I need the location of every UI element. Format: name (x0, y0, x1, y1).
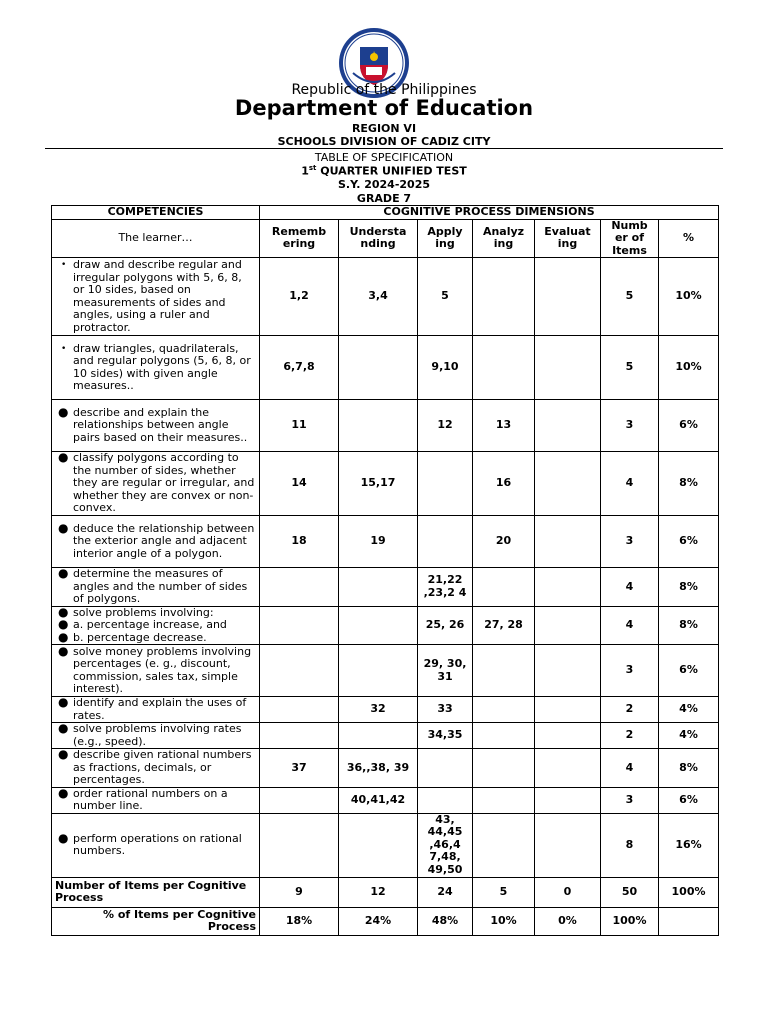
understanding-cell (339, 400, 418, 452)
understanding-cell (339, 723, 418, 749)
quarter-title: 1st QUARTER UNIFIED TEST (301, 164, 467, 178)
remembering-cell (260, 813, 339, 877)
analyzing-cell: 16 (473, 452, 535, 516)
table-row (52, 749, 719, 788)
competency-text: draw and describe regular and irregular polygons with 5, 6, 8, or 10 sides, based on measurements of sides and angles, using a ruler and protractor. (73, 258, 242, 334)
items-cell: 3 (601, 787, 659, 813)
analyzing-cell (473, 697, 535, 723)
analyzing-cell: 27, 28 (473, 606, 535, 645)
grade-level: GRADE 7 (356, 192, 412, 205)
totals-percent-cell: 100% (659, 877, 719, 907)
percent-cell: 6% (659, 516, 719, 568)
region-label: REGION VI (351, 122, 417, 135)
competency-text: describe given rational numbers as fractions, decimals, or percentages. (73, 748, 252, 786)
competency-cell (52, 723, 260, 749)
applying-cell (418, 452, 473, 516)
table-row (52, 813, 719, 877)
bullet-icon: ● (58, 404, 69, 419)
competency-text: describe and explain the relationships between angle pairs based on their measures.. (73, 405, 248, 444)
percents-row (52, 907, 719, 935)
items-cell: 2 (601, 723, 659, 749)
analyzing-cell (473, 568, 535, 607)
understanding-cell: 15,17 (339, 452, 418, 516)
totals-applying-cell: 24 (418, 877, 473, 907)
republic-title: Republic of the Philippines (291, 82, 477, 98)
percent-cell: 6% (659, 787, 719, 813)
bullet-icon: ● (58, 695, 69, 709)
percent-cell: 8% (659, 452, 719, 516)
competency-text: solve problems involving: (73, 605, 214, 619)
totals-evaluating-cell: 0 (535, 877, 601, 907)
totals-label: Number of Items per Cognitive Process (52, 877, 260, 907)
table-row (52, 606, 719, 645)
competency-cell (52, 749, 260, 788)
evaluating-cell (535, 400, 601, 452)
table-row (52, 452, 719, 516)
competency-cell (52, 697, 260, 723)
percent-cell: 6% (659, 400, 719, 452)
remembering-cell: 14 (260, 452, 339, 516)
competency-item (55, 723, 256, 748)
table-row (52, 697, 719, 723)
analyzing-cell (473, 258, 535, 336)
department-title: Department of Education (234, 96, 534, 120)
remembering-cell: 18 (260, 516, 339, 568)
competency-item (55, 452, 256, 515)
items-cell: 3 (601, 645, 659, 697)
applying-cell: 25, 26 (418, 606, 473, 645)
evaluating-cell (535, 787, 601, 813)
competency-item (55, 643, 256, 696)
competency-text: draw triangles, quadrilaterals, and regular polygons (5, 6, 8, or 10 sides) with given angle measures.. (73, 341, 251, 392)
competency-cell (52, 645, 260, 697)
applying-cell (418, 787, 473, 813)
understanding-cell (339, 645, 418, 697)
dimensions-header: COGNITIVE PROCESS DIMENSIONS (260, 206, 719, 220)
competency-text: perform operations on rational numbers. (73, 831, 242, 857)
items-cell: 2 (601, 697, 659, 723)
analyzing-cell (473, 813, 535, 877)
bullet-icon: ● (58, 617, 69, 631)
competency-item (55, 830, 256, 858)
remembering-cell (260, 568, 339, 607)
school-year: S.Y. 2024-2025 (337, 178, 431, 191)
competency-item (55, 404, 256, 445)
applying-cell: 34,35 (418, 723, 473, 749)
items-cell: 4 (601, 568, 659, 607)
understanding-cell: 32 (339, 697, 418, 723)
table-row (52, 568, 719, 607)
table-row (52, 723, 719, 749)
items-cell: 5 (601, 336, 659, 400)
totals-items-cell: 50 (601, 877, 659, 907)
remembering-cell (260, 787, 339, 813)
competency-item (55, 259, 256, 334)
percent-cell: 10% (659, 336, 719, 400)
percent-cell: 16% (659, 813, 719, 877)
bullet-icon: ● (58, 747, 69, 761)
applying-cell: 21,22 ,23,2 4 (418, 568, 473, 607)
competency-cell (52, 258, 260, 336)
remembering-header: Rememb ering (260, 219, 339, 258)
applying-cell (418, 516, 473, 568)
applying-cell (418, 749, 473, 788)
analyzing-cell (473, 749, 535, 788)
items-cell: 4 (601, 606, 659, 645)
percent-cell: 8% (659, 568, 719, 607)
table-row (52, 400, 719, 452)
applying-cell: 33 (418, 697, 473, 723)
competency-text: identify and explain the uses of rates. (73, 696, 247, 722)
percents-evaluating-cell: 0% (535, 907, 601, 935)
remembering-cell (260, 645, 339, 697)
table-row (52, 258, 719, 336)
bullet-icon: ● (58, 785, 69, 800)
items-cell: 3 (601, 400, 659, 452)
competency-item (55, 568, 256, 606)
competency-cell (52, 336, 260, 400)
evaluating-cell (535, 749, 601, 788)
percents-applying-cell: 48% (418, 907, 473, 935)
competency-cell (52, 400, 260, 452)
evaluating-cell (535, 568, 601, 607)
applying-cell: 5 (418, 258, 473, 336)
evaluating-cell (535, 723, 601, 749)
totals-remembering-cell: 9 (260, 877, 339, 907)
analyzing-cell: 13 (473, 400, 535, 452)
analyzing-header: Analyz ing (473, 219, 535, 258)
evaluating-cell (535, 606, 601, 645)
understanding-cell (339, 813, 418, 877)
percents-percent-cell (659, 907, 719, 935)
items-cell: 4 (601, 452, 659, 516)
competency-item (55, 629, 256, 645)
percents-remembering-cell: 18% (260, 907, 339, 935)
percents-items-cell: 100% (601, 907, 659, 935)
understanding-header: Understa nding (339, 219, 418, 258)
bullet-icon: ● (58, 629, 69, 644)
bullet-icon: ● (58, 830, 69, 845)
remembering-cell (260, 723, 339, 749)
percents-understanding-cell: 24% (339, 907, 418, 935)
competency-text: determine the measures of angles and the number of sides of polygons. (73, 567, 248, 605)
bullet-icon: ● (58, 450, 69, 465)
bullet-icon: ● (58, 566, 69, 580)
percents-label: % of Items per Cognitive Process (52, 907, 260, 935)
competency-text: classify polygons according to the number of sides, whether they are regular or irregular, and whether they are convex or non-convex. (73, 451, 255, 515)
understanding-cell: 36,,38, 39 (339, 749, 418, 788)
learner-label: The learner… (52, 219, 260, 258)
header-divider (45, 148, 723, 149)
document-title: TABLE OF SPECIFICATION (314, 151, 454, 164)
competencies-header: COMPETENCIES (52, 206, 260, 220)
percent-cell: 10% (659, 258, 719, 336)
analyzing-cell (473, 787, 535, 813)
table-of-specification (51, 205, 719, 936)
totals-row (52, 877, 719, 907)
applying-cell: 9,10 (418, 336, 473, 400)
evaluating-cell (535, 336, 601, 400)
table-row (52, 336, 719, 400)
evaluating-cell (535, 452, 601, 516)
evaluating-cell (535, 645, 601, 697)
remembering-cell (260, 606, 339, 645)
understanding-cell (339, 336, 418, 400)
evaluating-cell (535, 516, 601, 568)
competency-cell (52, 787, 260, 813)
remembering-cell: 6,7,8 (260, 336, 339, 400)
bullet-icon: • (61, 260, 67, 270)
division-label: SCHOOLS DIVISION OF CADIZ CITY (277, 135, 491, 148)
items-cell: 8 (601, 813, 659, 877)
understanding-cell: 19 (339, 516, 418, 568)
competency-text: deduce the relationship between the exterior angle and adjacent interior angle of a polygon. (73, 521, 255, 560)
remembering-cell: 37 (260, 749, 339, 788)
items-cell: 3 (601, 516, 659, 568)
competency-item (55, 749, 256, 787)
competency-item (55, 343, 256, 393)
understanding-cell (339, 568, 418, 607)
evaluating-header: Evaluat ing (535, 219, 601, 258)
applying-header: Apply ing (418, 219, 473, 258)
remembering-cell: 11 (260, 400, 339, 452)
applying-cell: 43, 44,45 ,46,4 7,48, 49,50 (418, 813, 473, 877)
items-cell: 5 (601, 258, 659, 336)
remembering-cell (260, 697, 339, 723)
table-row (52, 516, 719, 568)
bullet-icon: ● (58, 520, 69, 535)
bullet-icon: ● (58, 721, 69, 735)
table-row (52, 645, 719, 697)
understanding-cell: 40,41,42 (339, 787, 418, 813)
competency-cell (52, 813, 260, 877)
evaluating-cell (535, 697, 601, 723)
analyzing-cell (473, 645, 535, 697)
understanding-cell: 3,4 (339, 258, 418, 336)
competency-item (55, 520, 256, 561)
analyzing-cell: 20 (473, 516, 535, 568)
analyzing-cell (473, 336, 535, 400)
bullet-icon: • (61, 343, 67, 354)
number-of-items-header: Numb er of Items (601, 219, 659, 258)
applying-cell: 29, 30, 31 (418, 645, 473, 697)
competency-text: solve problems involving rates (e.g., speed). (73, 722, 242, 748)
percents-analyzing-cell: 10% (473, 907, 535, 935)
competency-text: order rational numbers on a number line. (73, 786, 228, 812)
percent-cell: 8% (659, 749, 719, 788)
competency-text: solve money problems involving percentages (e. g., discount, commission, sales tax, simple interest). (73, 644, 252, 695)
analyzing-cell (473, 723, 535, 749)
competency-text: b. percentage decrease. (73, 630, 207, 644)
competency-cell (52, 606, 260, 645)
understanding-cell (339, 606, 418, 645)
totals-analyzing-cell: 5 (473, 877, 535, 907)
percent-cell: 4% (659, 697, 719, 723)
competency-cell (52, 516, 260, 568)
totals-understanding-cell: 12 (339, 877, 418, 907)
competency-text: a. percentage increase, and (73, 618, 227, 631)
evaluating-cell (535, 813, 601, 877)
percent-cell: 8% (659, 606, 719, 645)
competency-cell (52, 452, 260, 516)
competency-item (55, 697, 256, 722)
items-cell: 4 (601, 749, 659, 788)
competency-cell (52, 568, 260, 607)
percent-cell: 4% (659, 723, 719, 749)
bullet-icon: ● (58, 643, 69, 658)
percent-cell: 6% (659, 645, 719, 697)
competency-item (55, 785, 256, 813)
bullet-icon: ● (58, 604, 69, 619)
evaluating-cell (535, 258, 601, 336)
applying-cell: 12 (418, 400, 473, 452)
percent-header: % (659, 219, 719, 258)
table-row (52, 787, 719, 813)
remembering-cell: 1,2 (260, 258, 339, 336)
